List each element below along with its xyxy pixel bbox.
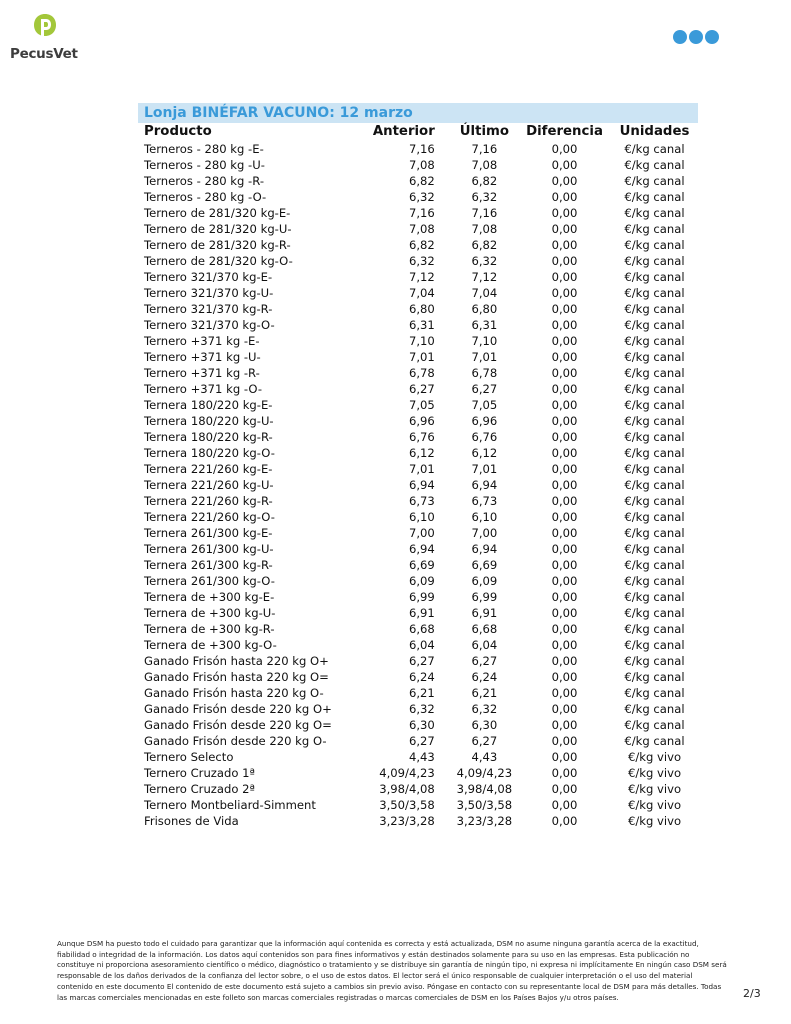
cell-diferencia: 0,00 xyxy=(551,334,578,348)
table-row xyxy=(138,269,698,285)
cell-anterior: 6,76 xyxy=(408,430,435,444)
cell-diferencia: 0,00 xyxy=(551,254,578,268)
cell-producto: Ternera 221/260 kg-U- xyxy=(144,478,274,492)
cell-ultimo: 7,04 xyxy=(471,286,498,300)
cell-unidades: €/kg canal xyxy=(624,702,685,716)
table-row xyxy=(138,253,698,269)
price-table xyxy=(138,103,698,829)
cell-diferencia: 0,00 xyxy=(551,734,578,748)
cell-diferencia: 0,00 xyxy=(551,414,578,428)
table-row xyxy=(138,317,698,333)
cell-diferencia: 0,00 xyxy=(551,446,578,460)
table-row xyxy=(138,765,698,781)
cell-unidades: €/kg canal xyxy=(624,446,685,460)
cell-anterior: 7,01 xyxy=(408,462,435,476)
cell-unidades: €/kg canal xyxy=(624,414,685,428)
cell-diferencia: 0,00 xyxy=(551,206,578,220)
cell-ultimo: 6,82 xyxy=(471,174,498,188)
table-body xyxy=(138,141,698,829)
cell-anterior: 6,04 xyxy=(408,638,435,652)
cell-ultimo: 6,27 xyxy=(471,654,498,668)
cell-ultimo: 6,96 xyxy=(471,414,498,428)
table-row xyxy=(138,797,698,813)
cell-anterior: 6,94 xyxy=(408,542,435,556)
cell-ultimo: 7,01 xyxy=(471,350,498,364)
cell-diferencia: 0,00 xyxy=(551,750,578,764)
cell-anterior: 7,04 xyxy=(408,286,435,300)
table-row xyxy=(138,477,698,493)
table-row xyxy=(138,205,698,221)
cell-producto: Ternero Selecto xyxy=(144,750,234,764)
cell-anterior: 6,24 xyxy=(408,670,435,684)
cell-producto: Ternero de 281/320 kg-R- xyxy=(144,238,291,252)
cell-diferencia: 0,00 xyxy=(551,238,578,252)
table-row xyxy=(138,589,698,605)
cell-anterior: 6,91 xyxy=(408,606,435,620)
cell-unidades: €/kg vivo xyxy=(627,814,682,828)
cell-producto: Ganado Frisón hasta 220 kg O+ xyxy=(144,654,329,668)
cell-unidades: €/kg canal xyxy=(624,206,685,220)
cell-producto: Ternero 321/370 kg-U- xyxy=(144,286,274,300)
cell-anterior: 7,16 xyxy=(408,206,435,220)
cell-anterior: 6,73 xyxy=(408,494,435,508)
cell-unidades: €/kg canal xyxy=(624,462,685,476)
cell-diferencia: 0,00 xyxy=(551,686,578,700)
header-anterior: Anterior xyxy=(372,124,435,139)
cell-diferencia: 0,00 xyxy=(551,174,578,188)
cell-diferencia: 0,00 xyxy=(551,142,578,156)
cell-ultimo: 6,27 xyxy=(471,382,498,396)
table-row xyxy=(138,365,698,381)
cell-diferencia: 0,00 xyxy=(551,622,578,636)
cell-producto: Terneros - 280 kg -O- xyxy=(144,190,267,204)
cell-unidades: €/kg canal xyxy=(624,142,685,156)
cell-unidades: €/kg canal xyxy=(624,590,685,604)
cell-anterior: 6,32 xyxy=(408,254,435,268)
cell-anterior: 6,32 xyxy=(408,190,435,204)
three-dots-logo-icon xyxy=(672,27,722,47)
cell-unidades: €/kg canal xyxy=(624,430,685,444)
cell-unidades: €/kg canal xyxy=(624,622,685,636)
cell-producto: Ganado Frisón hasta 220 kg O- xyxy=(144,686,324,700)
cell-anterior: 6,21 xyxy=(408,686,435,700)
cell-ultimo: 7,08 xyxy=(471,222,498,236)
cell-ultimo: 6,31 xyxy=(471,318,498,332)
cell-anterior: 7,12 xyxy=(408,270,435,284)
cell-diferencia: 0,00 xyxy=(551,718,578,732)
cell-producto: Ternero +371 kg -R- xyxy=(144,366,260,380)
cell-ultimo: 6,32 xyxy=(471,190,498,204)
cell-anterior: 6,69 xyxy=(408,558,435,572)
cell-producto: Ganado Frisón desde 220 kg O= xyxy=(144,718,332,732)
cell-ultimo: 7,12 xyxy=(471,270,498,284)
cell-ultimo: 6,24 xyxy=(471,670,498,684)
table-row xyxy=(138,813,698,829)
cell-unidades: €/kg canal xyxy=(624,350,685,364)
cell-ultimo: 6,68 xyxy=(471,622,498,636)
cell-diferencia: 0,00 xyxy=(551,302,578,316)
cell-unidades: €/kg canal xyxy=(624,526,685,540)
cell-unidades: €/kg canal xyxy=(624,542,685,556)
cell-diferencia: 0,00 xyxy=(551,350,578,364)
cell-anterior: 6,68 xyxy=(408,622,435,636)
cell-diferencia: 0,00 xyxy=(551,670,578,684)
cell-anterior: 7,16 xyxy=(408,142,435,156)
cell-anterior: 4,43 xyxy=(408,750,435,764)
cell-ultimo: 6,32 xyxy=(471,702,498,716)
cell-producto: Ternera 180/220 kg-U- xyxy=(144,414,274,428)
cell-unidades: €/kg canal xyxy=(624,670,685,684)
table-row xyxy=(138,429,698,445)
cell-diferencia: 0,00 xyxy=(551,382,578,396)
table-row xyxy=(138,397,698,413)
cell-producto: Ternera 261/300 kg-E- xyxy=(144,526,273,540)
cell-unidades: €/kg canal xyxy=(624,478,685,492)
cell-diferencia: 0,00 xyxy=(551,462,578,476)
cell-unidades: €/kg vivo xyxy=(627,750,682,764)
cell-anterior: 6,82 xyxy=(408,174,435,188)
cell-diferencia: 0,00 xyxy=(551,494,578,508)
cell-ultimo: 7,16 xyxy=(471,206,498,220)
cell-producto: Ternero 321/370 kg-E- xyxy=(144,270,273,284)
cell-unidades: €/kg canal xyxy=(624,686,685,700)
cell-producto: Ternero 321/370 kg-O- xyxy=(144,318,275,332)
cell-anterior: 4,09/4,23 xyxy=(379,766,435,780)
table-row xyxy=(138,461,698,477)
disclaimer-text: Aunque DSM ha puesto todo el cuidado para garantizar que la información aquí contenida es correcta y está actualizada, DSM no asume ninguna garantía acerca de la exactitud, fiabilidad o integridad de la información. Los datos aquí contenidos son para fines informativos y están destinados solamente para su uso en las empresas. Esta publicación no constituye ni proporciona asesoramiento científico o médico, diagnóstico o tratamiento y se distribuye sin garantía de ningún tipo, ni expresa ni implícitamente En ningún caso DSM será responsable de los daños derivados de la confianza del lector sobre, o el uso de estos datos. El lector será el único responsable de cualquier interpretación o el uso del material contenido en este documento El contenido de este documento está sujeto a cambios sin previo aviso. Póngase en contacto con su representante local de DSM para más detalles. Todas las marcas comerciales mencionadas en este folleto son marcas comerciales registradas o marcas comerciales de DSM en los Países Bajos y/u otros países. xyxy=(57,939,727,1002)
cell-anterior: 7,00 xyxy=(408,526,435,540)
cell-unidades: €/kg canal xyxy=(624,734,685,748)
cell-unidades: €/kg canal xyxy=(624,302,685,316)
cell-producto: Ternero Montbeliard-Simment xyxy=(144,798,316,812)
cell-producto: Terneros - 280 kg -E- xyxy=(144,142,264,156)
cell-anterior: 6,30 xyxy=(408,718,435,732)
cell-diferencia: 0,00 xyxy=(551,606,578,620)
cell-ultimo: 3,98/4,08 xyxy=(456,782,513,796)
cell-producto: Ternera 261/300 kg-U- xyxy=(144,542,274,556)
cell-anterior: 6,12 xyxy=(408,446,435,460)
table-row xyxy=(138,701,698,717)
table-row xyxy=(138,493,698,509)
cell-diferencia: 0,00 xyxy=(551,798,578,812)
cell-ultimo: 7,00 xyxy=(471,526,498,540)
cell-unidades: €/kg canal xyxy=(624,638,685,652)
cell-ultimo: 6,91 xyxy=(471,606,498,620)
cell-ultimo: 6,04 xyxy=(471,638,498,652)
table-row xyxy=(138,301,698,317)
pecusvet-logo xyxy=(8,14,88,66)
cell-ultimo: 6,21 xyxy=(471,686,498,700)
table-row xyxy=(138,525,698,541)
cell-diferencia: 0,00 xyxy=(551,702,578,716)
cell-ultimo: 6,99 xyxy=(471,590,498,604)
cell-producto: Ternero +371 kg -U- xyxy=(144,350,261,364)
table-header-row xyxy=(138,123,698,141)
cell-unidades: €/kg canal xyxy=(624,286,685,300)
cell-anterior: 7,08 xyxy=(408,158,435,172)
cell-unidades: €/kg canal xyxy=(624,654,685,668)
cell-ultimo: 6,94 xyxy=(471,542,498,556)
cell-ultimo: 6,80 xyxy=(471,302,498,316)
cell-diferencia: 0,00 xyxy=(551,286,578,300)
cell-ultimo: 6,27 xyxy=(471,734,498,748)
table-row xyxy=(138,349,698,365)
table-row xyxy=(138,509,698,525)
cell-anterior: 7,05 xyxy=(408,398,435,412)
cell-anterior: 6,31 xyxy=(408,318,435,332)
cell-unidades: €/kg canal xyxy=(624,510,685,524)
cell-producto: Ternera de +300 kg-R- xyxy=(144,622,275,636)
cell-ultimo: 6,30 xyxy=(471,718,498,732)
table-row xyxy=(138,605,698,621)
table-row xyxy=(138,637,698,653)
cell-anterior: 3,50/3,58 xyxy=(379,798,435,812)
table-row xyxy=(138,781,698,797)
cell-diferencia: 0,00 xyxy=(551,574,578,588)
table-row xyxy=(138,221,698,237)
cell-diferencia: 0,00 xyxy=(551,782,578,796)
cell-unidades: €/kg canal xyxy=(624,174,685,188)
cell-diferencia: 0,00 xyxy=(551,478,578,492)
table-row xyxy=(138,717,698,733)
cell-anterior: 6,27 xyxy=(408,654,435,668)
cell-unidades: €/kg canal xyxy=(624,718,685,732)
page-number: 2/3 xyxy=(743,987,761,1000)
cell-producto: Ternera de +300 kg-O- xyxy=(144,638,277,652)
cell-ultimo: 6,32 xyxy=(471,254,498,268)
cell-diferencia: 0,00 xyxy=(551,638,578,652)
cell-diferencia: 0,00 xyxy=(551,590,578,604)
table-row xyxy=(138,685,698,701)
header-producto: Producto xyxy=(144,124,212,139)
cell-producto: Ternera 221/260 kg-O- xyxy=(144,510,275,524)
table-row xyxy=(138,653,698,669)
cell-unidades: €/kg canal xyxy=(624,254,685,268)
cell-ultimo: 6,73 xyxy=(471,494,498,508)
cell-anterior: 6,32 xyxy=(408,702,435,716)
cell-anterior: 6,27 xyxy=(408,382,435,396)
table-row xyxy=(138,445,698,461)
cell-diferencia: 0,00 xyxy=(551,526,578,540)
cell-producto: Ternera de +300 kg-U- xyxy=(144,606,276,620)
cell-unidades: €/kg vivo xyxy=(627,798,682,812)
cell-ultimo: 6,09 xyxy=(471,574,498,588)
cell-diferencia: 0,00 xyxy=(551,270,578,284)
cell-ultimo: 6,76 xyxy=(471,430,498,444)
cell-diferencia: 0,00 xyxy=(551,190,578,204)
cell-ultimo: 7,01 xyxy=(471,462,498,476)
cell-anterior: 6,82 xyxy=(408,238,435,252)
cell-unidades: €/kg canal xyxy=(624,270,685,284)
cell-producto: Terneros - 280 kg -U- xyxy=(144,158,265,172)
cell-unidades: €/kg canal xyxy=(624,222,685,236)
cell-producto: Ternera 261/300 kg-O- xyxy=(144,574,275,588)
cell-ultimo: 4,09/4,23 xyxy=(456,766,513,780)
cell-ultimo: 7,08 xyxy=(471,158,498,172)
cell-diferencia: 0,00 xyxy=(551,366,578,380)
cell-producto: Ternera de +300 kg-E- xyxy=(144,590,275,604)
cell-producto: Ternero +371 kg -E- xyxy=(144,334,260,348)
cell-diferencia: 0,00 xyxy=(551,510,578,524)
table-row xyxy=(138,621,698,637)
p-leaf-logo-icon xyxy=(34,14,56,40)
cell-producto: Ternero de 281/320 kg-O- xyxy=(144,254,293,268)
cell-diferencia: 0,00 xyxy=(551,430,578,444)
brand-name: PecusVet xyxy=(10,46,78,62)
table-row xyxy=(138,141,698,157)
cell-producto: Ternero de 281/320 kg-E- xyxy=(144,206,291,220)
header-diferencia: Diferencia xyxy=(526,124,603,139)
cell-producto: Ternera 221/260 kg-E- xyxy=(144,462,273,476)
header-unidades: Unidades xyxy=(619,124,690,139)
cell-producto: Ternero Cruzado 2ª xyxy=(144,782,255,796)
cell-unidades: €/kg canal xyxy=(624,398,685,412)
table-row xyxy=(138,749,698,765)
cell-diferencia: 0,00 xyxy=(551,654,578,668)
table-row xyxy=(138,237,698,253)
cell-anterior: 6,80 xyxy=(408,302,435,316)
cell-producto: Ganado Frisón desde 220 kg O- xyxy=(144,734,327,748)
cell-anterior: 3,23/3,28 xyxy=(379,814,435,828)
table-row xyxy=(138,157,698,173)
header-ultimo: Último xyxy=(459,124,510,139)
cell-diferencia: 0,00 xyxy=(551,542,578,556)
cell-diferencia: 0,00 xyxy=(551,766,578,780)
cell-anterior: 6,99 xyxy=(408,590,435,604)
cell-ultimo: 7,10 xyxy=(471,334,498,348)
cell-anterior: 7,08 xyxy=(408,222,435,236)
cell-producto: Ganado Frisón hasta 220 kg O= xyxy=(144,670,329,684)
cell-ultimo: 6,69 xyxy=(471,558,498,572)
cell-ultimo: 6,10 xyxy=(471,510,498,524)
table-row xyxy=(138,733,698,749)
cell-anterior: 6,10 xyxy=(408,510,435,524)
cell-unidades: €/kg canal xyxy=(624,558,685,572)
cell-producto: Ternera 180/220 kg-R- xyxy=(144,430,273,444)
cell-unidades: €/kg canal xyxy=(624,158,685,172)
cell-unidades: €/kg canal xyxy=(624,190,685,204)
cell-anterior: 6,27 xyxy=(408,734,435,748)
cell-unidades: €/kg vivo xyxy=(627,782,682,796)
cell-diferencia: 0,00 xyxy=(551,558,578,572)
cell-anterior: 6,78 xyxy=(408,366,435,380)
cell-producto: Ternero de 281/320 kg-U- xyxy=(144,222,292,236)
cell-unidades: €/kg canal xyxy=(624,606,685,620)
table-row xyxy=(138,669,698,685)
cell-producto: Ternero +371 kg -O- xyxy=(144,382,263,396)
cell-unidades: €/kg canal xyxy=(624,238,685,252)
cell-diferencia: 0,00 xyxy=(551,158,578,172)
cell-anterior: 7,01 xyxy=(408,350,435,364)
table-row xyxy=(138,573,698,589)
cell-ultimo: 3,50/3,58 xyxy=(456,798,513,812)
cell-producto: Frisones de Vida xyxy=(144,814,239,828)
cell-diferencia: 0,00 xyxy=(551,398,578,412)
cell-producto: Ternero Cruzado 1ª xyxy=(144,766,255,780)
table-row xyxy=(138,557,698,573)
cell-ultimo: 6,82 xyxy=(471,238,498,252)
cell-unidades: €/kg canal xyxy=(624,334,685,348)
cell-ultimo: 4,43 xyxy=(471,750,498,764)
cell-producto: Terneros - 280 kg -R- xyxy=(144,174,265,188)
cell-anterior: 3,98/4,08 xyxy=(379,782,435,796)
cell-anterior: 6,94 xyxy=(408,478,435,492)
cell-producto: Ternera 180/220 kg-O- xyxy=(144,446,275,460)
cell-unidades: €/kg vivo xyxy=(627,766,682,780)
table-title: Lonja BINÉFAR VACUNO: 12 marzo xyxy=(138,103,698,123)
table-row xyxy=(138,173,698,189)
table-row xyxy=(138,413,698,429)
cell-producto: Ternero 321/370 kg-R- xyxy=(144,302,273,316)
cell-diferencia: 0,00 xyxy=(551,222,578,236)
cell-unidades: €/kg canal xyxy=(624,382,685,396)
cell-producto: Ternera 221/260 kg-R- xyxy=(144,494,273,508)
cell-ultimo: 6,94 xyxy=(471,478,498,492)
cell-diferencia: 0,00 xyxy=(551,814,578,828)
table-row xyxy=(138,333,698,349)
cell-anterior: 6,96 xyxy=(408,414,435,428)
table-row xyxy=(138,381,698,397)
cell-ultimo: 7,16 xyxy=(471,142,498,156)
cell-diferencia: 0,00 xyxy=(551,318,578,332)
cell-unidades: €/kg canal xyxy=(624,318,685,332)
cell-unidades: €/kg canal xyxy=(624,574,685,588)
table-row xyxy=(138,285,698,301)
cell-producto: Ternera 261/300 kg-R- xyxy=(144,558,273,572)
cell-unidades: €/kg canal xyxy=(624,494,685,508)
cell-anterior: 6,09 xyxy=(408,574,435,588)
cell-producto: Ganado Frisón desde 220 kg O+ xyxy=(144,702,332,716)
table-row xyxy=(138,541,698,557)
cell-ultimo: 6,78 xyxy=(471,366,498,380)
cell-ultimo: 7,05 xyxy=(471,398,498,412)
cell-anterior: 7,10 xyxy=(408,334,435,348)
cell-ultimo: 3,23/3,28 xyxy=(456,814,513,828)
table-row xyxy=(138,189,698,205)
cell-ultimo: 6,12 xyxy=(471,446,498,460)
cell-unidades: €/kg canal xyxy=(624,366,685,380)
cell-producto: Ternera 180/220 kg-E- xyxy=(144,398,273,412)
